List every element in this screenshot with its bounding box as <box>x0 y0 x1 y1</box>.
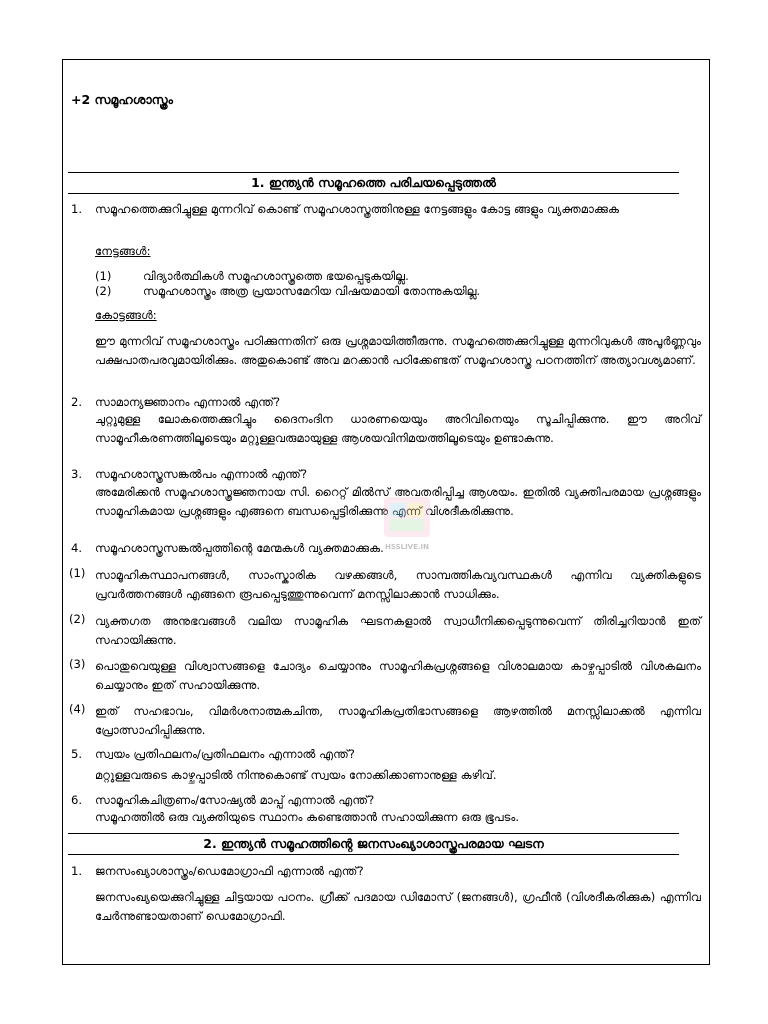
q3-number: 3. <box>71 467 83 481</box>
ch2-q1-question: ജനസംഖ്യാശാസ്ത്രം/ഡെമോഗ്രാഫി എന്നാൽ എന്ത്? <box>95 864 364 878</box>
q4-point-2-number: (2) <box>69 612 86 626</box>
q4-point-1-number: (1) <box>69 566 86 580</box>
document-title: +2 സമൂഹശാസ്ത്രം <box>71 92 173 107</box>
q4-question: സമൂഹശാസ്ത്രസങ്കൽപ്പത്തിന്റെ മേന്മകൾ വ്യക്തമാക്കുക. <box>95 541 384 555</box>
q6-number: 6. <box>71 793 83 807</box>
q4-point-3-text: പൊതുവെയുള്ള വിശ്വാസങ്ങളെ ചോദ്യം ചെയ്യാനും സാമൂഹികപ്രശ്നങ്ങളെ വിശാലമായ കാഴ്ചപ്പാടിൽ വിശകലനം ചെയ്യാനും ഇത് സഹായിക്കുന്നു. <box>95 659 701 692</box>
losses-text: ഈ മുന്നറിവ് സമൂഹശാസ്ത്രം പഠിക്കുന്നതിന് ഒരു പ്രശ്നമായിത്തീരുന്നു. സമൂഹത്തെക്കുറിച്ചുള്ള മുന്നറിവുകൾ അപൂർണ്ണവും പക്ഷപാതപരവുമായിരിക്കും. അതുകൊണ്ട് അവ മറക്കാൻ പഠിക്കേണ്ടത് സമൂഹശാസ്ത്ര പഠനത്തിന് അത്യാവശ്യമാണ്. <box>95 334 701 367</box>
q4-point-4-number: (4) <box>69 702 86 716</box>
q3-answer: അമേരിക്കൻ സമൂഹശാസ്ത്രജ്ഞനായ സി. റൈറ്റ് മിൽസ് അവതരിപ്പിച്ച ആശയം. ഇതിൽ വ്യക്തിപരമായ പ്രശ്നങ്ങളും സാമൂഹികമായ പ്രശ്നങ്ങളും എങ്ങനെ ബന്ധപ്പെട്ടിരിക്കുന്നു എന്ന് വിശദീകരിക്കുന്നു. <box>95 485 701 518</box>
q4-point-2-text: വ്യക്തഗത അനുഭവങ്ങൾ വലിയ സാമൂഹിക ഘടനകളാൽ സ്വാധീനിക്കപ്പെടുന്നുവെന്ന് തിരിച്ചറിയാൻ ഇത് സഹായിക്കുന്നു. <box>95 614 701 647</box>
q5-number: 5. <box>71 747 83 761</box>
hsslive-watermark-logo <box>378 495 436 559</box>
losses-label: കോട്ടങ്ങൾ: <box>95 308 157 322</box>
q4-point-4-text: ഇത് സഹഭാവം, വിമർശനാത്മകചിന്ത, സാമൂഹികപ്രതിഭാസങ്ങളെ ആഴത്തിൽ മനസ്സിലാക്കൽ എന്നിവ പ്രോത്സാഹിപ്പിക്കുന്നു. <box>95 704 701 737</box>
q2-number: 2. <box>71 395 83 409</box>
q2-question: സാമാന്യജ്ഞാനം എന്നാൽ എന്ത്? <box>95 395 281 409</box>
q3-question: സമൂഹശാസ്ത്രസങ്കൽപം എന്നാൽ എന്ത്? <box>95 467 308 481</box>
ch2-q1-answer: ജനസംഖ്യയെക്കുറിച്ചുള്ള ചിട്ടയായ പഠനം. ഗ്രീക്ക് പദമായ ഡിമോസ് (ജനങ്ങൾ), ഗ്രഫീൻ (വിശദീകരിക്കുക) എന്നിവ ചേർന്നുണ്ടായതാണ് ഡെമോഗ്രാഫി. <box>95 890 701 923</box>
gain-1-text: വിദ്യാർത്ഥികൾ സമൂഹശാസ്ത്രത്തെ ഭയപ്പെടുകയില്ല. <box>143 269 409 283</box>
ch2-q1-number: 1. <box>71 864 83 878</box>
q1-question: സമൂഹത്തെക്കുറിച്ചുള്ള മുന്നറിവ് കൊണ്ട് സമൂഹശാസ്ത്രത്തിനുള്ള നേട്ടങ്ങളും കോട്ട ങ്ങളും വ്യക്തമാക്കുക <box>95 202 620 216</box>
q4-point-1-text: സാമൂഹികസ്ഥാപനങ്ങൾ, സാംസ്കാരിക വഴക്കങ്ങൾ, സാമ്പത്തികവ്യവസ്ഥകൾ എന്നിവ വ്യക്തികളുടെ പ്രവർത്തനങ്ങൾ എങ്ങനെ രൂപപ്പെടുത്തുന്നുവെന്ന് മനസ്സിലാക്കാൻ സാധിക്കും. <box>95 568 701 601</box>
q4-point-3-number: (3) <box>69 657 86 671</box>
gains-label: നേട്ടങ്ങൾ: <box>95 244 151 258</box>
q4-number: 4. <box>71 541 83 555</box>
q5-question: സ്വയം പ്രതിഫലനം/പ്രതിഫലനം എന്നാൽ എന്ത്? <box>95 747 355 761</box>
document-page <box>62 59 710 965</box>
chapter-2-heading: 2. ഇന്ത്യൻ സമൂഹത്തിന്റെ ജനസംഖ്യാശാസ്ത്രപരമായ ഘടന <box>68 833 679 855</box>
q6-question: സാമൂഹികചിത്രണം/സോഷ്യൽ മാപ്പ് എന്നാൽ എന്ത്? <box>95 793 375 807</box>
watermark-text: HSSLIVE.IN <box>384 543 430 551</box>
q5-answer: മറ്റുള്ളവരുടെ കാഴ്ചപ്പാടിൽ നിന്നുകൊണ്ട് സ്വയം നോക്കിക്കാണാനുള്ള കഴിവ്. <box>95 768 497 782</box>
gain-2-text: സമൂഹശാസ്ത്രം അത്ര പ്രയാസമേറിയ വിഷയമായി തോന്നുകയില്ല. <box>143 284 481 298</box>
gain-2-number: (2) <box>95 284 112 298</box>
gain-1-number: (1) <box>95 269 112 283</box>
q2-answer: ചുറ്റുമുള്ള ലോകത്തെക്കുറിച്ചും ദൈനംദിന ധാരണയെയും അറിവിനെയും സൂചിപ്പിക്കുന്നു. ഈ അറിവ് സാമൂഹീകരണത്തിലൂടെയും മറ്റുള്ളവരുമായുള്ള ആശയവിനിമയത്തിലൂടെയും ഉണ്ടാകുന്നു. <box>95 412 701 445</box>
q6-answer: സമൂഹത്തിൽ ഒരു വ്യക്തിയുടെ സ്ഥാനം കണ്ടെത്താൻ സഹായിക്കുന്ന ഒരു ഭൂപടം. <box>95 810 520 824</box>
chapter-1-heading: 1. ഇന്ത്യൻ സമൂഹത്തെ പരിചയപ്പെടുത്തൽ <box>68 172 679 194</box>
q1-number: 1. <box>71 202 83 216</box>
